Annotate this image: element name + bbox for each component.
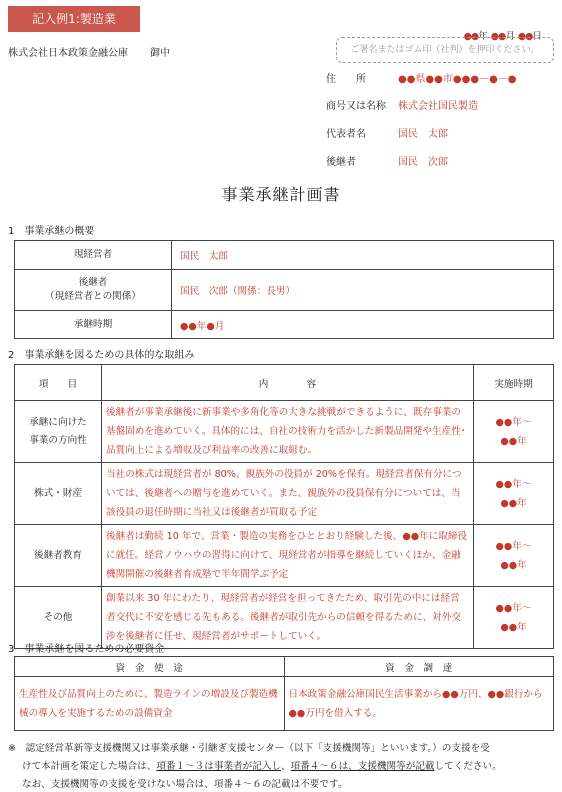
row-time: ●●年～ ●●年	[474, 401, 554, 463]
header-content: 内 容	[102, 365, 474, 401]
document-date: ●●年 ●●月 ●●日	[463, 31, 542, 42]
row-item: 株式・財産	[15, 463, 102, 525]
value-current-manager: 国民 太郎	[172, 241, 554, 270]
footnote: ※ 認定経営革新等支援機関又は事業承継・引継ぎ支援センター（以下「支援機関等」といいます。）の支援を受 けて本計画を策定した場合は、項番１～３は事業者が記入し、項番４～６は、支援機関等が記載してください。 なお、支援機関等の支援を受けない場合は、項番４～６の記載は不要です。	[8, 743, 502, 790]
applicant-representative: 代表者名 国民 太郎	[326, 129, 448, 140]
row-content: 後継者は勤続 10 年で、営業・製造の実務をひととおり経験した後、●●年に取締役に就任。経営ノウハウの習得に向けて、現経営者が指導を継続していくほか、金融機関開催の後継者育成塾で半年間学ぶ予定	[102, 525, 474, 587]
header-item: 項 目	[15, 365, 102, 401]
table-row	[15, 311, 554, 339]
table-row	[15, 270, 554, 311]
label-current-manager: 現経営者	[15, 241, 172, 270]
applicant-address: 住 所 ●●県●●市●●●－●－●	[326, 74, 517, 85]
overview-table	[14, 240, 554, 339]
stamp-area[interactable]: ご署名またはゴム印（社判）を押印ください。	[336, 37, 554, 63]
applicant-successor: 後継者 国民 次郎	[326, 157, 448, 168]
example-badge: 記入例1:製造業	[8, 6, 140, 32]
funding-table	[14, 656, 554, 731]
label-succession-time: 承継時期	[15, 311, 172, 339]
row-time: ●●年～ ●●年	[474, 587, 554, 649]
value-successor: 国民 次郎（関係：長男）	[172, 270, 554, 311]
row-content: 後継者が事業承継後に新事業や多角化等の大きな挑戦ができるように、既存事業の基盤固めを進めていく。具体的には、自社の技術力を活かした新製品開発や生産性･品質向上による増収及び利益率の改善に取組む。	[102, 401, 474, 463]
table-row	[15, 401, 554, 463]
value-succession-time: ●●年●月	[172, 311, 554, 339]
table-row	[15, 525, 554, 587]
table-header-row	[15, 365, 554, 401]
row-item: その他	[15, 587, 102, 649]
initiatives-table	[14, 364, 554, 649]
recipient: 株式会社日本政策金融公庫 御中	[8, 48, 170, 59]
fund-source: 日本政策金融公庫国民生活事業から●●万円、●●銀行から●●万円を借入する。	[284, 677, 554, 731]
row-content: 創業以来 30 年にわたり、現経営者が経営を担ってきたため、取引先の中には経営者交代に不安を感じる先もある。後継者が取引先からの信頼を得るために、対外交渉を後継者に任せ、現経営者がサポートしていく。	[102, 587, 474, 649]
row-content: 当社の株式は現経営者が 80%、親族外の役員が 20%を保有。現経営者保有分については、後継者への贈与を進めていく。また、親族外の役員保有分については、当該役員の退任時期に当社又は後継者が買取る予定	[102, 463, 474, 525]
section3-heading: 3 事業承継を図るための必要資金	[8, 644, 165, 655]
fund-use: 生産性及び品質向上のために、製造ラインの増設及び製造機械の導入を実施するための設備資金	[15, 677, 285, 731]
table-row	[15, 241, 554, 270]
table-row	[15, 677, 554, 731]
row-item: 承継に向けた 事業の方向性	[15, 401, 102, 463]
section1-heading: 1 事業承継の概要	[8, 226, 95, 237]
row-time: ●●年～ ●●年	[474, 463, 554, 525]
section2-heading: 2 事業承継を図るための具体的な取組み	[8, 350, 195, 361]
header-use: 資 金 使 途	[15, 657, 285, 677]
header-source: 資 金 調 達	[284, 657, 554, 677]
label-successor: 後継者 （現経営者との関係）	[15, 270, 172, 311]
applicant-company: 商号又は名称 株式会社国民製造	[326, 101, 478, 112]
page-title: 事業承継計画書	[221, 185, 341, 204]
row-item: 後継者教育	[15, 525, 102, 587]
table-header-row	[15, 657, 554, 677]
row-time: ●●年～ ●●年	[474, 525, 554, 587]
header-time: 実施時期	[474, 365, 554, 401]
table-row	[15, 463, 554, 525]
